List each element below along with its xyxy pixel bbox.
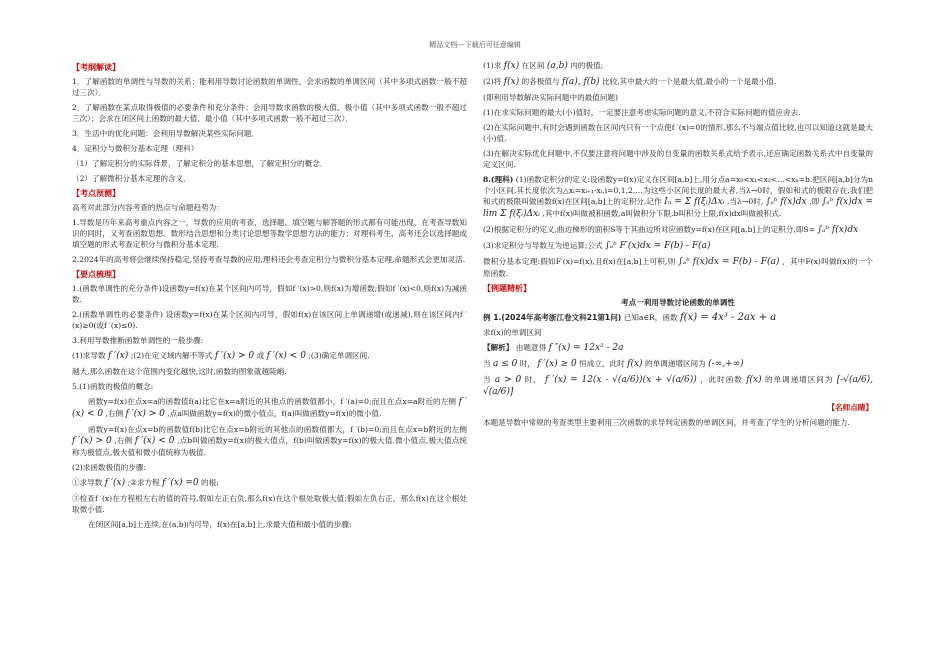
extremum-steps-title: (2)求函数极值的步骤:: [72, 463, 147, 472]
newton-leibniz: 微积分基本定理:假如F′(x)=f(x),且f(x)在[a,b]上可积,则 ∫ₐᵇ f(x)dx = F(b) - F(a) ，其中F(x)叫做f(x)的一个原函数.: [483, 257, 874, 278]
monotonic-steps: (1)求导数 f ′(x) ;(2)在定义域内解不等式 f ′(x) > 0 或 f ′(x) < 0 ;(3)确定单调区间.: [72, 351, 370, 361]
prediction-item: 1.导数是历年来高考重点内容之一，导数的应用的考查，选择题、填空题与解答题的形式都有可能出现，在考查导数知识的同时，又考查函数思想、数形结合思想和分类讨论思想等数学思想方法的能力；对理科考生，高考还会以选择题或填空题的形式考查定积分与微积分基本定理.: [72, 218, 467, 249]
prediction-item: 2.2024年的高考将会继续保持稳定,坚持考查导数的应用,理科还会考查定积分与微积分基本定理,命题形式会更加灵活.: [72, 255, 466, 264]
optimization-note: (2)在实际问题中,有时会遇到函数在区间内只有一个点使f ′(x)=0的情形,那么不与端点值比较,也可以知道这就是最大(小)值.: [483, 123, 873, 143]
optimization-note: (3)在解决实际优化问题中,不仅要注意将问题中涉及的自变量的函数关系式给予表示,还应确定函数关系式中自变量的定义区间.: [483, 149, 873, 169]
teacher-tip-title: 【名师点睛】: [827, 403, 873, 412]
minimum-definition: 函数y=f(x)在点x=a的函数值f(a)比它在x=a附近的其他点的函数值都小，f ′(a)=0;而且在点x=a附近的左侧 f ′(x) < 0 ,右侧 f ′(x) > 0 ,点a叫做函数y=f(x)的微小值点，f(a)叫做函数y=f(x)的微小值.: [72, 397, 467, 419]
maximum-definition: 函数y=f(x)在点x=b的函数值f(b)比它在点x=b附近的其他点的函数值都大，f ′(b)=0;而且在点x=b附近的左侧 f ′(x) > 0 ,右侧 f ′(x) < 0 ,点b叫做函数y=f(x)的极大值点，f(b)叫做函数y=f(x)的极大值.微小值点,极大值点统称为极值点,极大值和微小值统称为极值.: [72, 425, 467, 457]
section-title-examples: 【例题精析】: [483, 284, 531, 293]
section-title-keypoints: 【要点梳理】: [72, 270, 120, 279]
teacher-tip-text: 本题是导数中常规的考查类型主要利用三次函数的求导判定函数的单调区间，并考查了学生的分析问题的能力.: [483, 418, 850, 427]
keypoint-item: 2.(函数单调性的必要条件) 设函数y=f(x)在某个区间内可导，假如f(x)在该区间上单调递增(或递减),则在该区间内f ′(x)≥0(或f ′(x)≤0).: [72, 310, 467, 330]
prediction-item: 高考对此部分内容考查的热点与命题趋势为：: [72, 203, 224, 212]
page-header: 精品文档---下载后可任意编辑: [429, 41, 521, 49]
math-fprime-gt0: f ′(x) > 0: [214, 351, 255, 361]
syllabus-item: 3．生活中的优化问题：会利用导数解决某些实际问题．: [72, 129, 260, 138]
integral-definition: 8.(理科) (1)函数定积分的定义:设函数y=f(x)定义在区间[a,b]上,用分点a=x₀<x₁<x₂<…<xₙ=b.把区间[a,b]分为n个小区间,其长度依次为△xᵢ=xᵢ₊₁-xᵢ,i=0,1,2,…为这些小区间长度的最大者,当λ→0时，假如和式的极限存在,我们把和式的极限叫做函数f(x)在区间[a,b]上的定积分,记作 Iₙ = Σ f(ξᵢ)Δxᵢ ,当λ→0时, ∫ₐᵇ f(x)dx ,即 ∫ₐᵇ f(x)dx = lim Σ f(ξᵢ)Δxᵢ ,其中f(x)叫做被积函数,a叫做积分下限,b叫积分上限,f(x)dx叫做被积式.: [483, 175, 874, 219]
extremum-step-3: ③检查f ′(x)在方程根左右的值的符号,假如左正右负,那么f(x)在这个根处取极大值;假如左负右正，那么f(x)在这个根处取微小值.: [72, 494, 467, 514]
optimization-note: (即利用导数解决实际问题中的最值问题): [483, 93, 619, 102]
solution-line-3: 当 a > 0 时， f ′(x) = 12(x - √(a/6))(x + √(a/6)) ，此时函数 f(x) 的单调递增区间为 [-√(a/6), √(a/6)]: [483, 375, 874, 397]
math-integral-limit: ∫ₐᵇ f(x)dx = lim Σ f(ξᵢ)Δxᵢ: [483, 197, 874, 219]
section-title-prediction: 【考点预测】: [72, 189, 120, 198]
right-column: [483, 60, 873, 432]
syllabus-item: 4．定积分与微积分基本定理（理科）: [72, 144, 199, 153]
extremum-steps: ①求导数 f ′(x) ;②求方程 f ′(x) =0 的根;: [72, 478, 219, 488]
syllabus-item: （2）了解微积分基本定理的含义．: [72, 174, 191, 183]
left-column: [72, 60, 467, 534]
math-integral: ∫ₐᵇ f(x)dx: [765, 197, 807, 207]
math-fprime-lt0: f ′(x) < 0: [266, 351, 306, 361]
keypoint-item: 5.(1)函数的极值的概念:: [72, 382, 154, 391]
syllabus-item: 1．了解函数的单调性与导数的关系；能利用导数讨论函数的单调性，会求函数的单调区间（其中多项式函数一般不超过三次）．: [72, 77, 467, 97]
example-1: 例 1.(2024年高考浙江卷文科21第1问) 已知a∈R，函数 f(x) = 4x³ - 2ax + a: [483, 312, 777, 323]
math-ftc-2: ∫ₐᵇ f(x)dx = F(b) - F(a): [678, 257, 780, 267]
key-point-title: 考点一利用导数讨论函数的单调性: [621, 298, 735, 307]
integral-area: (2)根据定积分的定义,曲边梯形的面积S等于其曲边所对应函数y=f(x)在区间[a,b]上的定积分,即S= ∫ₐᵇ f(x)dx: [483, 225, 859, 235]
keypoint-item: 越大,那么函数在这个范围内变化越快,这时,函数的图象就越陡峭.: [72, 367, 287, 376]
max-min-step-2: (2)将 f(x) 的各极值与 f(a), f(b) 比较,其中最大的一个是最大值,最小的一个是最小值.: [483, 77, 777, 87]
syllabus-item: 2．了解函数在某点取得极值的必要条件和充分条件；会用导数求函数的极大值、极小值（其中多项式函数一般不超过三次）；会求在闭区间上函数的最大值、最小值（其中多项式函数一般不超过三次）．: [72, 103, 467, 123]
math-fprime: f ′(x): [107, 351, 129, 361]
section-title-syllabus: 【考纲解读】: [72, 63, 120, 72]
optimization-note: (1)在求实际问题的最大(小)值时，一定要注意考虑实际问题的意义,不符合实际问题的值应舍去.: [483, 108, 801, 117]
math-ftc: ∫ₐᵇ F′(x)dx = F(b) - F(a): [605, 241, 711, 251]
closed-interval-text: 在闭区间[a,b]上连续,在(a,b)内可导，f(x)在[a,b]上,求最大值和最小值的步骤:: [88, 520, 352, 529]
solution-line-1: 【解析】 由题意得 f ″(x) = 12x² - 2a: [483, 343, 624, 353]
keypoint-item: 3.利用导数推断函数单调性的一般步骤:: [72, 336, 204, 345]
keypoint-item: 1.(函数单调性的充分条件)设函数y=f(x)在某个区间内可导，假如f ′(x)>0,则f(x)为增函数;假如f ′(x)<0,则f(x)为减函数.: [72, 284, 467, 304]
example-1-question: 求f(x)的单调区间: [483, 328, 542, 337]
syllabus-item: （1）了解定积分的实际背景，了解定积分的基本思想，了解定积分的概念．: [72, 159, 328, 168]
integral-inverse: (3)求定积分与导数互为逆运算;公式 ∫ₐᵇ F′(x)dx = F(b) - F(a): [483, 241, 711, 251]
solution-line-2: 当 a ≤ 0 时， f ′(x) ≥ 0 恒成立，此时 f(x) 的单调递增区间为 (-∞,+∞): [483, 359, 744, 369]
max-min-step-1: (1)求 f(x) 在区间 (a,b) 内的极值;: [483, 61, 604, 71]
math-example-function: f(x) = 4x³ - 2ax + a: [679, 312, 777, 323]
math-riemann-sum: Iₙ = Σ f(ξᵢ)Δxᵢ: [664, 197, 725, 207]
